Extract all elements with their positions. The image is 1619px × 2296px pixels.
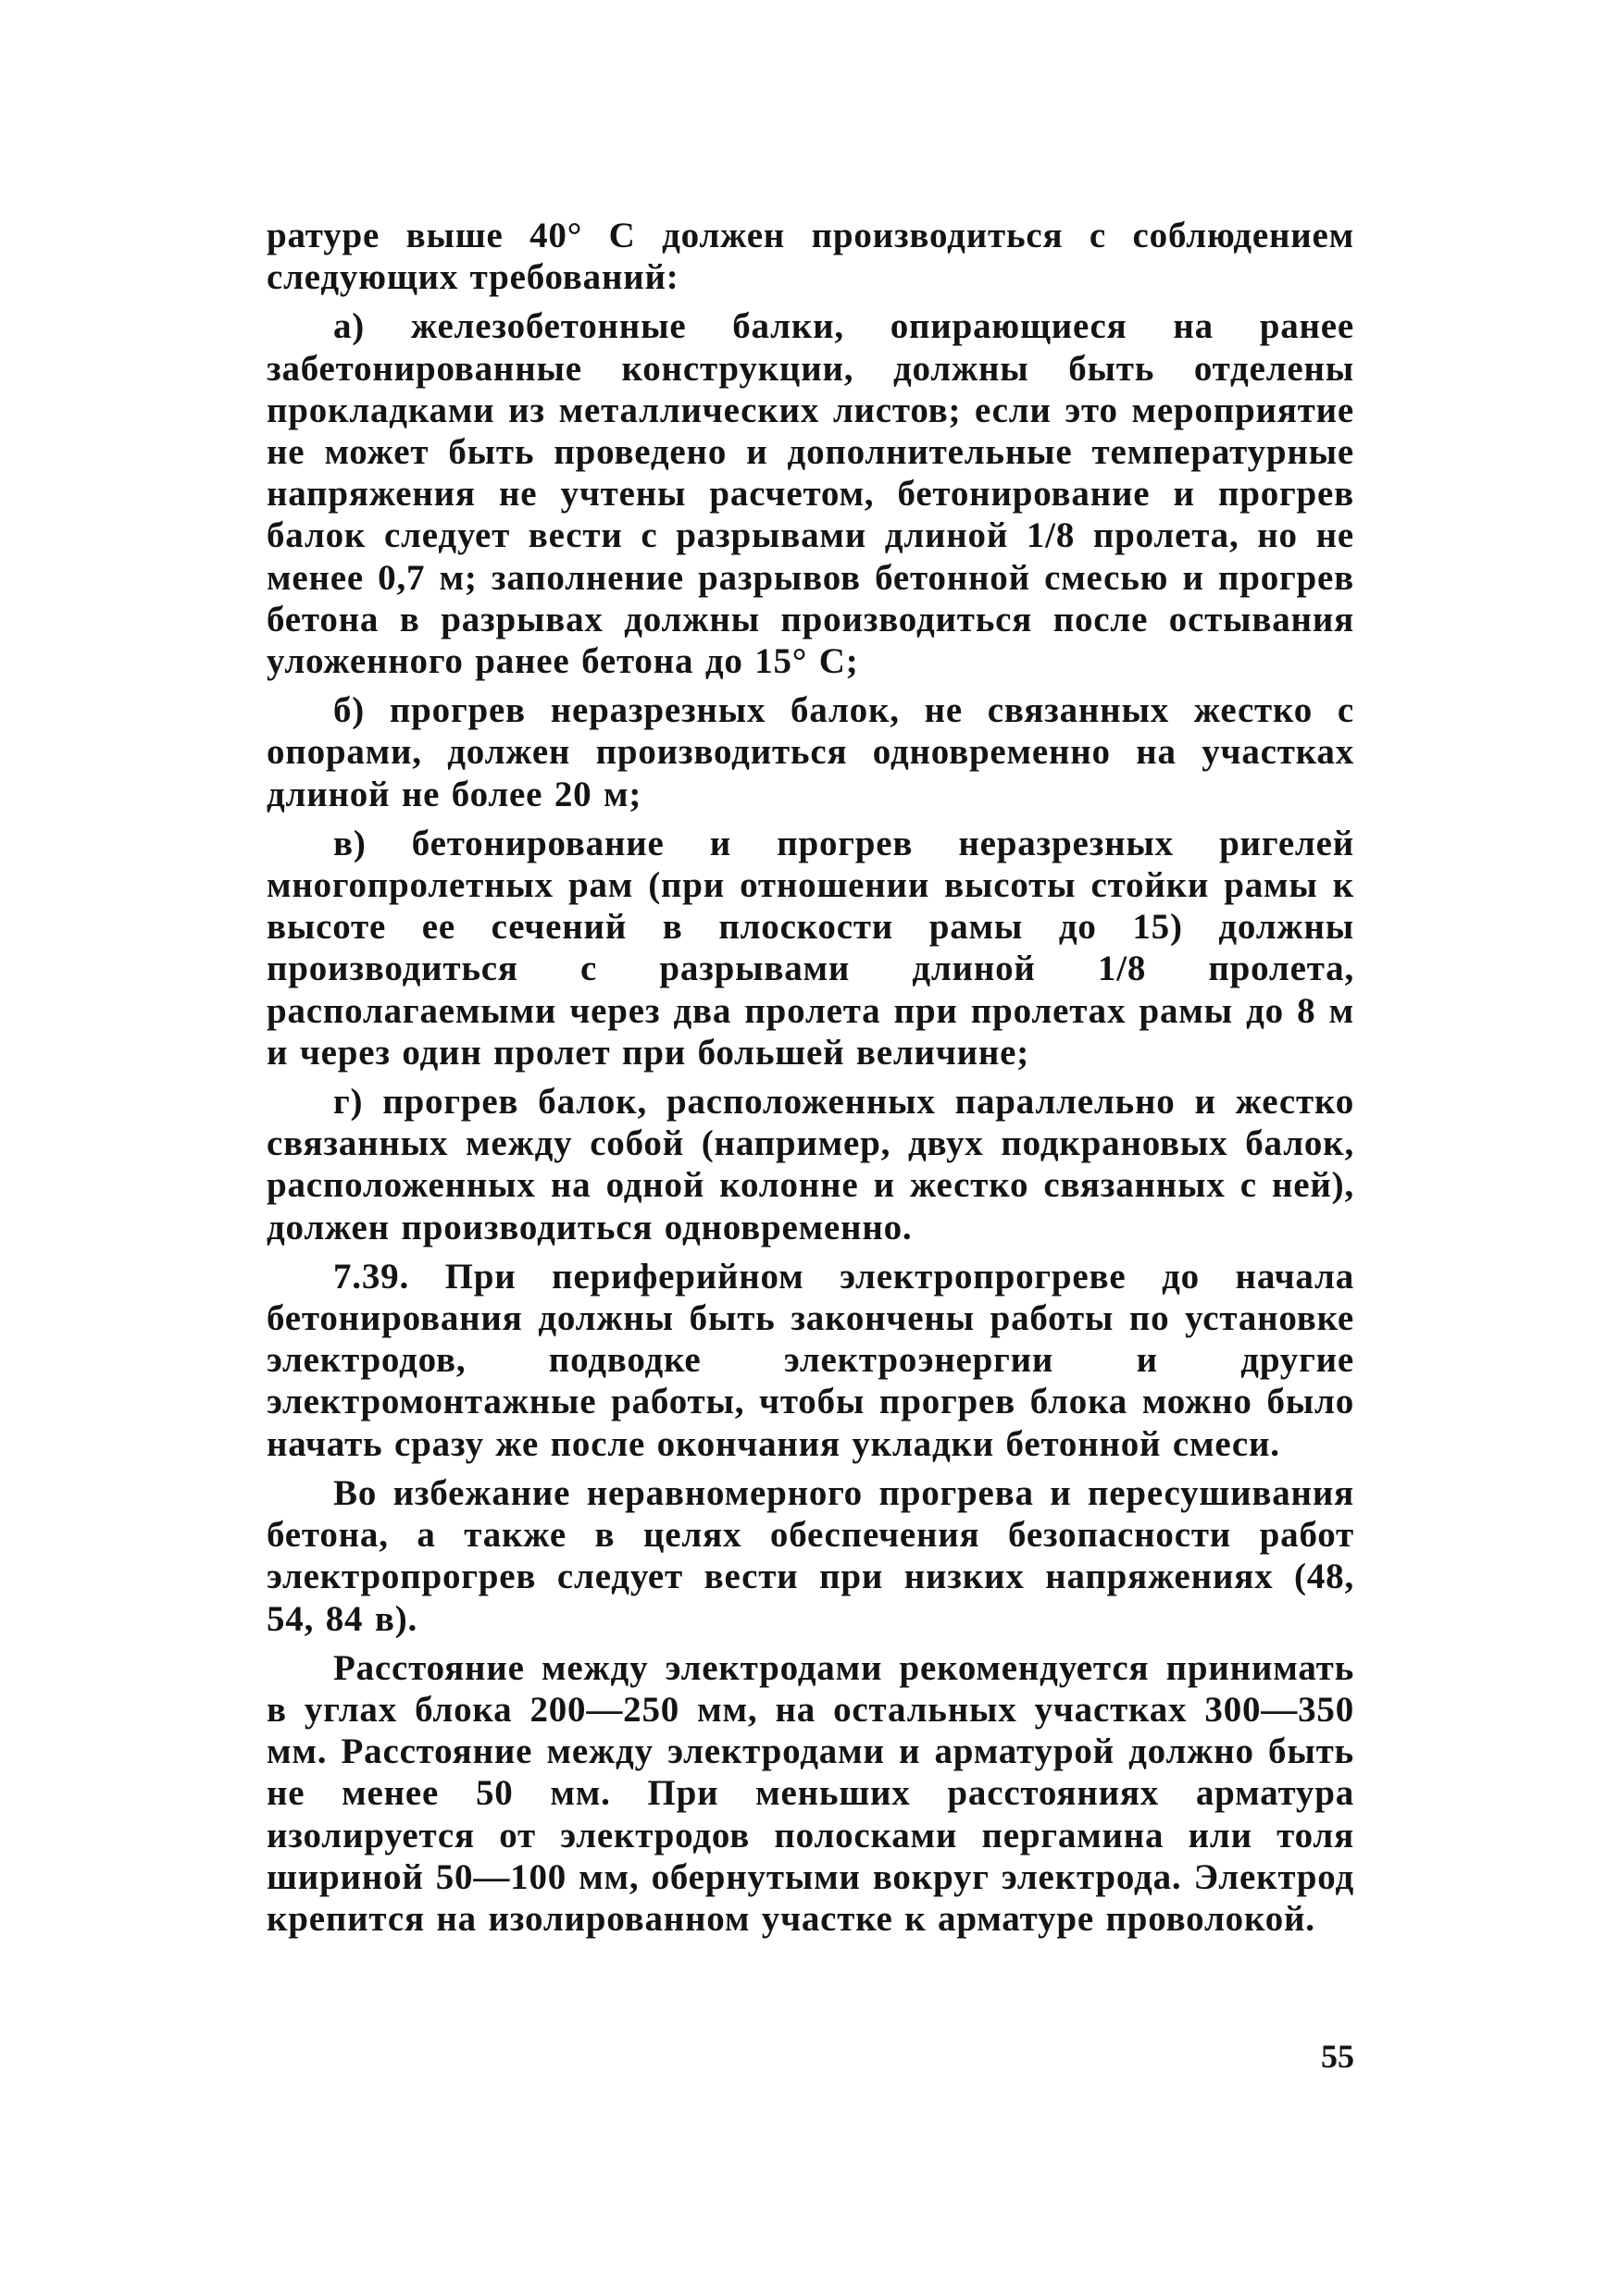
page-number: 55 — [1321, 2038, 1354, 2075]
paragraph-intro: ратуре выше 40° С должен производиться с соблюдением следующих требований: — [267, 216, 1354, 298]
list-item-a: а) железобетонные балки, опирающиеся на ранее забетонированные конструкции, должны быть отделены прокладками из металлических листов; если это мероприятие не может быть проведено и дополнительные температурные напряжения не учтены расчетом, бетонирование и прогрев балок следует вести с разрывами длиной 1/8 пролета, но не менее 0,7 м; заполнение разрывов бетонной смесью и прогрев бетона в разрывах должны производиться после остывания уложенного ранее бетона до 15° С; — [267, 306, 1354, 682]
body-text — [267, 215, 1354, 1947]
list-item-g: г) прогрев балок, расположенных параллельно и жестко связанных между собой (например, двух подкрановых балок, расположенных на одной колонне и жестко связанных с ней), должен производиться одновременно. — [267, 1082, 1354, 1247]
list-item-v: в) бетонирование и прогрев неразрезных ригелей многопролетных рам (при отношении высоты стойки рамы к высоте ее сечений в плоскости рамы до 15) должны производиться с разрывами длиной 1/8 пролета, располагаемыми через два пролета при пролетах рамы до 8 м и через один пролет при большей величине; — [267, 823, 1354, 1073]
paragraph-voltage: Во избежание неравномерного прогрева и пересушивания бетона, а также в целях обеспечения безопасности работ электропрогрев следует вести при низких напряжениях (48, 54, 84 в). — [267, 1472, 1354, 1639]
clause-7-39: 7.39. При периферийном электропрогреве до начала бетонирования должны быть закончены работы по установке электродов, подводке электроэнергии и другие электромонтажные работы, чтобы прогрев блока можно было начать сразу же после окончания укладки бетонной смеси. — [267, 1256, 1354, 1464]
list-item-b: б) прогрев неразрезных балок, не связанных жестко с опорами, должен производиться одновременно на участках длиной не более 20 м; — [267, 690, 1354, 814]
paragraph-electrode-distance: Расстояние между электродами рекомендуется принимать в углах блока 200—250 мм, на остальных участках 300—350 мм. Расстояние между электродами и арматурой должно быть не менее 50 мм. При меньших расстояниях арматура изолируется от электродов полосками пергамина или толя шириной 50—100 мм, обернутыми вокруг электрода. Электрод крепится на изолированном участке к арматуре проволокой. — [267, 1647, 1354, 1939]
